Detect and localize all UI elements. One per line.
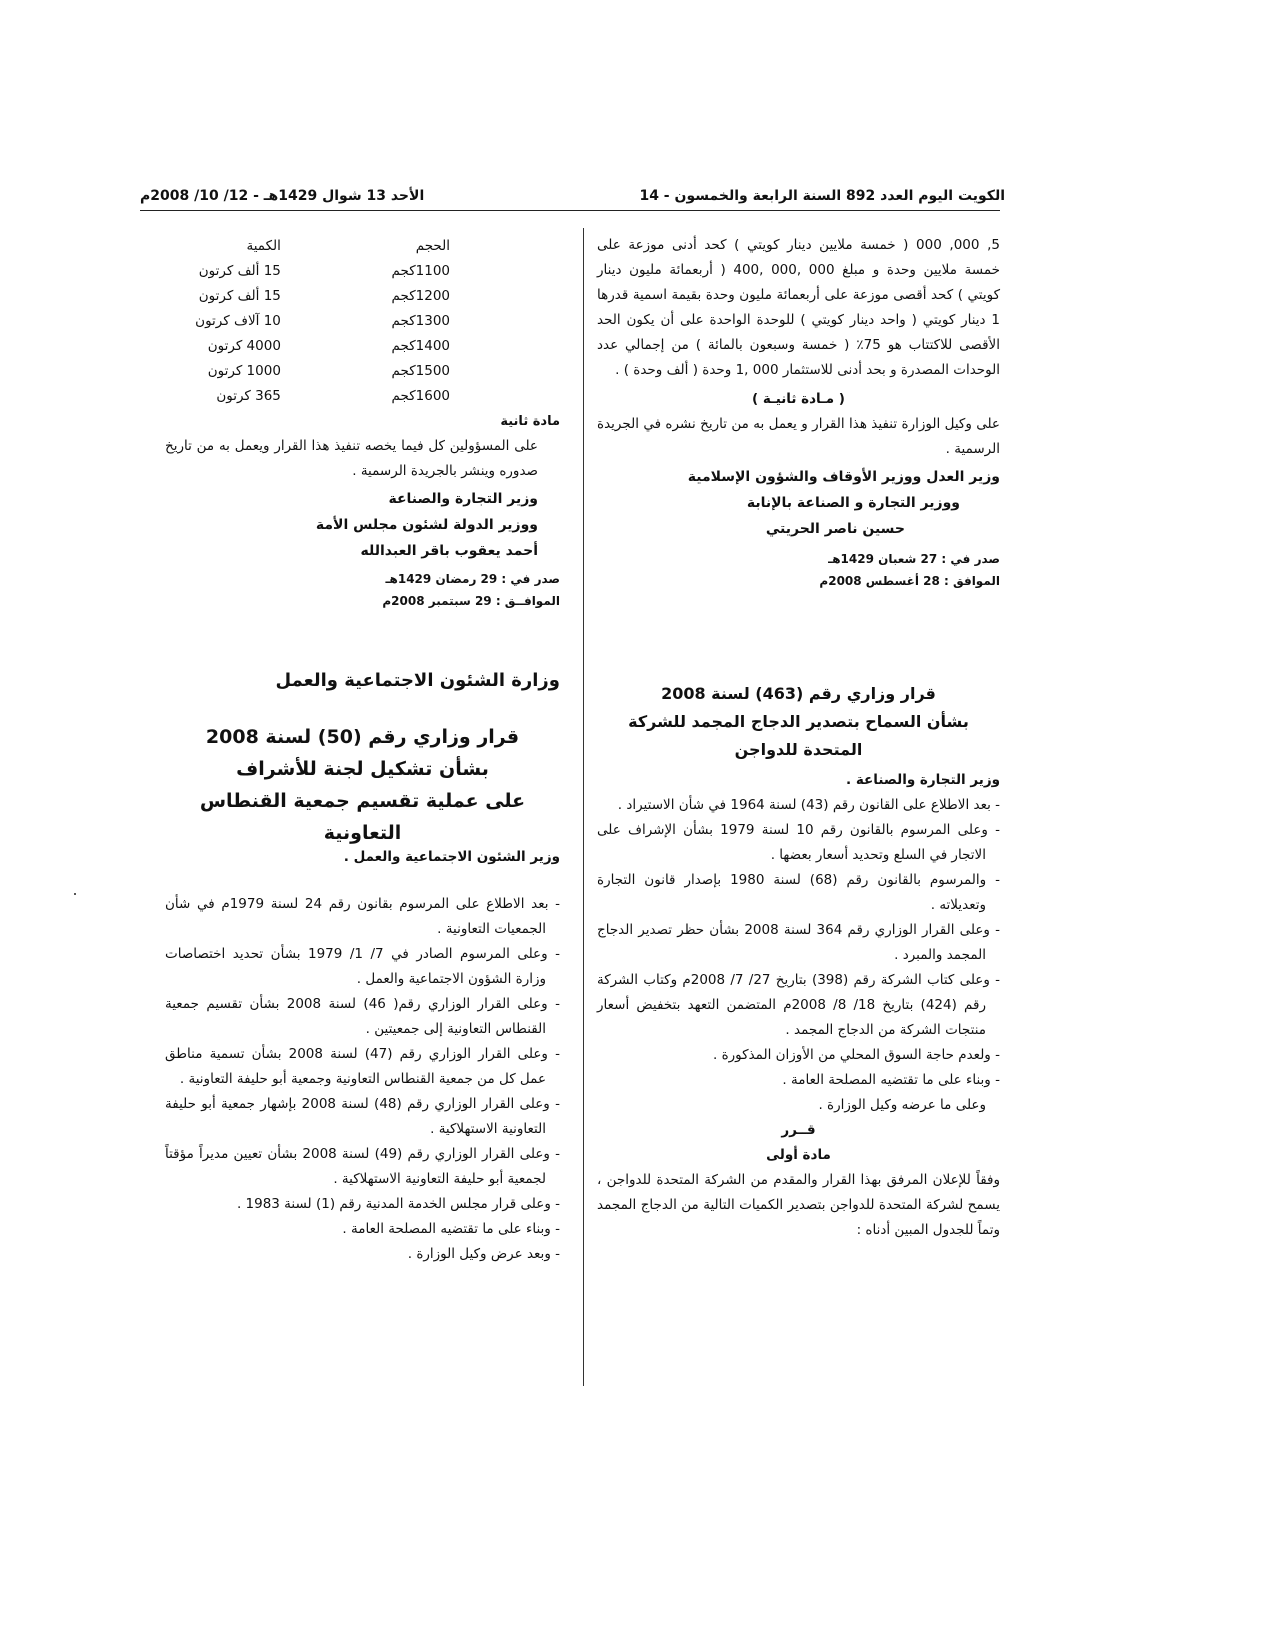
signatory-title-2: ووزير التجارة و الصناعة بالإنابة (746, 495, 960, 511)
minister-line: وزير التجارة والصناعة . (846, 772, 1000, 788)
preamble-item: - وبناء على ما تقتضيه المصلحة العامة . (782, 1072, 1000, 1088)
table-row (165, 309, 560, 334)
article2-heading: مادة ثانية (500, 414, 560, 429)
article2-text: على وكيل الوزارة تنفيذ هذا القرار و يعمل به من تاريخ نشره في الجريدة الرسمية . (597, 416, 1000, 457)
preamble-item: - وبعد عرض وكيل الوزارة . (407, 1246, 560, 1262)
left-column-decision (165, 668, 560, 849)
preamble-item: - وعلى المرسوم الصادر في 7/ 1/ 1979 بشأن تحديد اختصاصات وزارة الشؤون الاجتماعية والعمل . (165, 946, 560, 987)
cell-quantity: 15 ألف كرتون (198, 288, 281, 304)
table-row (165, 259, 560, 284)
running-header-left: الأحد 13 شوال 1429هـ - 12/ 10/ 2008م (140, 188, 425, 204)
minister-line: وزير الشئون الاجتماعية والعمل . (343, 849, 560, 865)
cell-size: 1100كجم (391, 263, 450, 279)
right-column-decision (597, 680, 1000, 764)
preamble-item: - والمرسوم بالقانون رقم (68) لسنة 1980 بإصدار قانون التجارة وتعديلاته . (597, 872, 1000, 913)
cell-quantity: 4000 كرتون (207, 338, 281, 354)
table-header-row (165, 234, 560, 259)
header-size: الحجم (415, 238, 450, 254)
preamble-item: - وعلى القرار الوزاري رقم 364 لسنة 2008 بشأن حظر تصدير الدجاج المجمد والمبرد . (597, 922, 1000, 963)
table-row (165, 284, 560, 309)
preamble-item: - بعد الاطلاع على المرسوم بقانون رقم 24 لسنة 1979م في شأن الجمعيات التعاونية . (165, 896, 560, 937)
signatory-title-1: وزير التجارة والصناعة (388, 491, 538, 507)
preamble-item: - وعلى القرار الوزاري رقم (48) لسنة 2008 بإشهار جمعية أبو حليفة التعاونية الاستهلاكية . (165, 1096, 560, 1137)
header-quantity: الكمية (246, 238, 281, 254)
cell-size: 1200كجم (391, 288, 450, 304)
column-divider (583, 228, 584, 1386)
cell-size: 1600كجم (391, 388, 450, 404)
right-column-top (597, 233, 1000, 592)
quantities-table (165, 234, 560, 409)
corresponding-date: الموافق : 28 أغسطس 2008م (819, 574, 1000, 588)
preamble-item: - وعلى القرار الوزاري رقم (47) لسنة 2008 بشأن تسمية مناطق عمل كل من جمعية القنطاس التعاونية وجمعية أبو حليفة التعاونية . (165, 1046, 560, 1087)
article1-text: وفقاً للإعلان المرفق بهذا القرار والمقدم من الشركة المتحدة للدواجن ، يسمح لشركة المتحدة للدواجن بتصدير الكميات التالية من الدجاج المجمد وتماً للجدول المبين أدناه : (597, 1172, 1000, 1238)
decision-463-title: قرار وزاري رقم (463) لسنة 2008 (661, 684, 936, 703)
signatory-name: حسين ناصر الحريتي (765, 521, 905, 537)
issued-date: صدر في : 29 رمضان 1429هـ (385, 572, 560, 586)
article2-text: على المسؤولين كل فيما يخصه تنفيذ هذا القرار ويعمل به من تاريخ صدوره وينشر بالجريدة الرسمية . (165, 438, 538, 479)
decision-50-title-line3: على عملية تقسيم جمعية القنطاس التعاونية (199, 790, 526, 844)
decision-50-title-line2: بشأن تشكيل لجنة للأشراف (236, 758, 489, 780)
article2-heading: ( مـادة ثانيـة ) (752, 391, 845, 407)
signatory-title-2: ووزير الدولة لشئون مجلس الأمة (315, 517, 538, 533)
cell-quantity: 10 آلاف كرتون (195, 313, 281, 329)
decides-heading: قــرر (781, 1122, 816, 1138)
preamble-item: وعلى ما عرضه وكيل الوزارة . (818, 1097, 986, 1113)
cell-size: 1400كجم (391, 338, 450, 354)
cell-size: 1500كجم (391, 363, 450, 379)
preamble-item: - وعلى كتاب الشركة رقم (398) بتاريخ 27/ 7/ 2008م وكتاب الشركة رقم (424) بتاريخ 18/ 8/ 2008م المتضمن التعهد بتخفيض أسعار منتجات الشركة من الدجاج المجمد . (597, 972, 1000, 1038)
signatory-name: أحمد يعقوب باقر العبدالله (360, 543, 538, 559)
preamble-item: - وبناء على ما تقتضيه المصلحة العامة . (342, 1221, 560, 1237)
table-row (165, 334, 560, 359)
table-row (165, 384, 560, 409)
preamble-item: - بعد الاطلاع على القانون رقم (43) لسنة 1964 في شأن الاستيراد . (617, 797, 1000, 813)
cell-size: 1300كجم (391, 313, 450, 329)
preamble-item: - ولعدم حاجة السوق المحلي من الأوزان المذكورة . (713, 1047, 1000, 1063)
header-rule (140, 210, 1000, 211)
preamble-item: - وعلى قرار مجلس الخدمة المدنية رقم (1) لسنة 1983 . (236, 1196, 560, 1212)
scan-speck (74, 893, 76, 895)
cell-quantity: 15 ألف كرتون (198, 263, 281, 279)
left-column-top (165, 234, 560, 612)
decision-50-title-line1: قرار وزاري رقم (50) لسنة 2008 (205, 726, 520, 748)
cell-quantity: 1000 كرتون (207, 363, 281, 379)
left-column-body (165, 845, 560, 1267)
corresponding-date: الموافــق : 29 سبتمبر 2008م (382, 594, 560, 608)
preamble-item: - وعلى المرسوم بالقانون رقم 10 لسنة 1979 بشأن الإشراف على الاتجار في السلع وتحديد أسعار بعضها . (597, 822, 1000, 863)
running-header-right: الكويت اليوم العدد 892 السنة الرابعة والخمسون - 14 (639, 188, 1005, 204)
signatory-title-1: وزير العدل ووزير الأوقاف والشؤون الإسلامية (687, 469, 1000, 485)
preamble-item: - وعلى القرار الوزاري رقم( 46) لسنة 2008 بشأن تقسيم جمعية القنطاس التعاونية إلى جمعيتين . (165, 996, 560, 1037)
cell-quantity: 365 كرتون (216, 388, 281, 404)
right-column-body (597, 768, 1000, 1243)
continuation-paragraph: 5, 000, 000 ( خمسة ملايين دينار كويتي ) كحد أدنى موزعة على خمسة ملايين وحدة و مبلغ 000 ,000 ,400 ( أربعمائة مليون دينار كويتي ) كحد أقصى موزعة على أربعمائة مليون وحدة بقيمة اسمية قدرها 1 دينار كويتي ( واحد دينار كويتي ) للوحدة الواحدة على أن يكون الحد الأقصى للاكتتاب هو 75٪ ( خمسة وسبعون بالمائة ) من إجمالي عدد الوحدات المصدرة و بحد أدنى للاستثمار 000 ,1 وحدة ( ألف وحدة ) . (597, 237, 1000, 378)
article1-heading: مادة أولى (766, 1147, 831, 1163)
issued-date: صدر في : 27 شعبان 1429هـ (828, 552, 1000, 566)
decision-463-subtitle: بشأن السماح بتصدير الدجاج المجمد للشركة المتحدة للدواجن (628, 712, 969, 759)
preamble-item: - وعلى القرار الوزاري رقم (49) لسنة 2008 بشأن تعيين مديراً مؤقتاً لجمعية أبو حليفة التعاونية الاستهلاكية . (165, 1146, 560, 1187)
ministry-heading: وزارة الشئون الاجتماعية والعمل (275, 670, 560, 691)
table-row (165, 359, 560, 384)
